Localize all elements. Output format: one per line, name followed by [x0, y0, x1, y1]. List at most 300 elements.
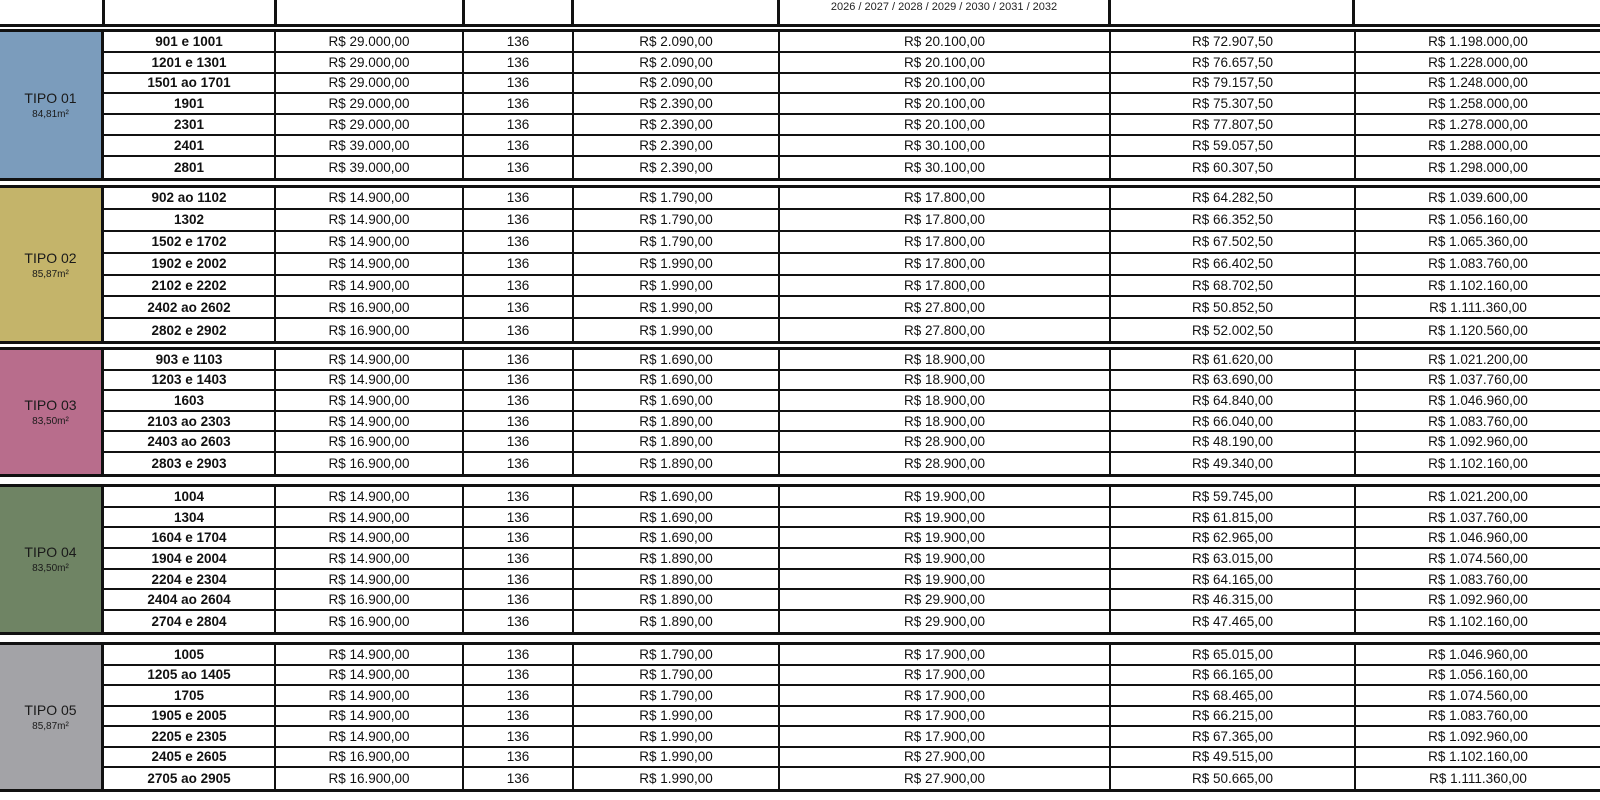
type-area: 85,87m²: [32, 268, 69, 280]
cell-parcelas: 136: [464, 748, 574, 767]
unit-type-group: [0, 350, 1600, 474]
cell-parcelas: 136: [464, 412, 574, 431]
cell-anual: R$ 18.900,00: [780, 371, 1111, 390]
cell-mensal: R$ 2.390,00: [574, 157, 780, 178]
cell-entrada: R$ 14.900,00: [276, 707, 464, 726]
cell-anual: R$ 30.100,00: [780, 136, 1111, 155]
cell-entrada: R$ 14.900,00: [276, 549, 464, 568]
table-row: [104, 74, 1600, 95]
cell-chaves: R$ 48.190,00: [1111, 432, 1356, 451]
cell-mensal: R$ 1.690,00: [574, 528, 780, 547]
cell-chaves: R$ 66.165,00: [1111, 666, 1356, 685]
cell-chaves: R$ 47.465,00: [1111, 611, 1356, 632]
cell-parcelas: 136: [464, 645, 574, 664]
type-label-cell: [0, 350, 104, 474]
cell-mensal: R$ 1.790,00: [574, 210, 780, 230]
cell-mensal: R$ 1.890,00: [574, 590, 780, 609]
cell-parcelas: 136: [464, 276, 574, 296]
cell-chaves: R$ 52.002,50: [1111, 319, 1356, 341]
type-name: TIPO 01: [24, 89, 77, 106]
group-rows: [104, 350, 1600, 474]
cell-anual: R$ 20.100,00: [780, 32, 1111, 51]
cell-parcelas: 136: [464, 707, 574, 726]
table-row: [104, 707, 1600, 728]
cell-anual: R$ 19.900,00: [780, 570, 1111, 589]
cell-anual: R$ 17.800,00: [780, 232, 1111, 252]
cell-parcelas: 136: [464, 432, 574, 451]
cell-total: R$ 1.102.160,00: [1428, 455, 1528, 471]
cell-entrada: R$ 14.900,00: [276, 528, 464, 547]
cell-parcelas: 136: [464, 727, 574, 746]
header-divider: [102, 0, 105, 26]
cell-total: R$ 1.198.000,00: [1428, 33, 1528, 49]
installment-years-label: 2026 / 2027 / 2028 / 2029 / 2030 / 2031 / 2032: [830, 1, 1058, 13]
cell-parcelas: 136: [464, 136, 574, 155]
cell-mensal: R$ 1.790,00: [574, 666, 780, 685]
cell-unit: 2204 e 2304: [104, 570, 276, 589]
cell-mensal: R$ 1.990,00: [574, 319, 780, 341]
cell-unit: 1205 ao 1405: [104, 666, 276, 685]
cell-mensal: R$ 1.890,00: [574, 453, 780, 474]
cell-total: R$ 1.083.760,00: [1428, 256, 1528, 272]
cell-entrada: R$ 16.900,00: [276, 748, 464, 767]
cell-anual: R$ 17.800,00: [780, 188, 1111, 208]
cell-parcelas: 136: [464, 371, 574, 390]
cell-total: R$ 1.111.360,00: [1429, 770, 1527, 786]
cell-anual: R$ 17.800,00: [780, 210, 1111, 230]
cell-anual: R$ 20.100,00: [780, 53, 1111, 72]
cell-unit: 2301: [104, 115, 276, 134]
type-name: TIPO 04: [24, 544, 77, 561]
cell-anual: R$ 27.900,00: [780, 768, 1111, 789]
table-row: [104, 748, 1600, 769]
cell-parcelas: 136: [464, 453, 574, 474]
table-row: [104, 276, 1600, 298]
cell-mensal: R$ 2.390,00: [574, 136, 780, 155]
table-row: [104, 528, 1600, 549]
table-row: [104, 412, 1600, 433]
cell-anual: R$ 17.900,00: [780, 645, 1111, 664]
cell-parcelas: 136: [464, 115, 574, 134]
cell-chaves: R$ 67.502,50: [1111, 232, 1356, 252]
cell-parcelas: 136: [464, 53, 574, 72]
cell-mensal: R$ 1.690,00: [574, 371, 780, 390]
table-row: [104, 453, 1600, 474]
cell-total: R$ 1.046.960,00: [1428, 392, 1528, 408]
cell-entrada: R$ 29.000,00: [276, 74, 464, 93]
cell-parcelas: 136: [464, 74, 574, 93]
table-row: [104, 350, 1600, 371]
table-row: [104, 210, 1600, 232]
cell-total: R$ 1.228.000,00: [1428, 54, 1528, 70]
cell-anual: R$ 29.900,00: [780, 611, 1111, 632]
cell-total: R$ 1.258.000,00: [1428, 96, 1528, 112]
cell-entrada: R$ 16.900,00: [276, 768, 464, 789]
cell-total: R$ 1.021.200,00: [1428, 351, 1528, 367]
cell-unit: 1005: [104, 645, 276, 664]
type-area: 83,50m²: [32, 415, 69, 427]
cell-entrada: R$ 14.900,00: [276, 371, 464, 390]
cell-unit: 903 e 1103: [104, 350, 276, 369]
cell-chaves: R$ 65.015,00: [1111, 645, 1356, 664]
cell-anual: R$ 18.900,00: [780, 391, 1111, 410]
cell-mensal: R$ 1.990,00: [574, 297, 780, 317]
cell-entrada: R$ 16.900,00: [276, 611, 464, 632]
table-row: [104, 570, 1600, 591]
cell-entrada: R$ 14.900,00: [276, 391, 464, 410]
cell-anual: R$ 19.900,00: [780, 508, 1111, 527]
cell-unit: 902 ao 1102: [104, 188, 276, 208]
cell-total: R$ 1.056.160,00: [1428, 212, 1528, 228]
cell-unit: 901 e 1001: [104, 32, 276, 51]
cell-anual: R$ 28.900,00: [780, 453, 1111, 474]
table-row: [104, 136, 1600, 157]
cell-mensal: R$ 1.890,00: [574, 432, 780, 451]
cell-chaves: R$ 63.015,00: [1111, 549, 1356, 568]
table-row: [104, 432, 1600, 453]
header-divider: [274, 0, 277, 26]
cell-total: R$ 1.039.600,00: [1428, 190, 1528, 206]
cell-entrada: R$ 16.900,00: [276, 590, 464, 609]
table-row: [104, 32, 1600, 53]
group-rows: [104, 32, 1600, 178]
cell-entrada: R$ 14.900,00: [276, 232, 464, 252]
cell-anual: R$ 28.900,00: [780, 432, 1111, 451]
cell-mensal: R$ 1.690,00: [574, 487, 780, 506]
cell-mensal: R$ 2.090,00: [574, 74, 780, 93]
cell-chaves: R$ 67.365,00: [1111, 727, 1356, 746]
cell-chaves: R$ 60.307,50: [1111, 157, 1356, 178]
cell-anual: R$ 29.900,00: [780, 590, 1111, 609]
cell-unit: 2403 ao 2603: [104, 432, 276, 451]
table-row: [104, 53, 1600, 74]
cell-chaves: R$ 49.515,00: [1111, 748, 1356, 767]
cell-parcelas: 136: [464, 232, 574, 252]
cell-unit: 1603: [104, 391, 276, 410]
cell-chaves: R$ 50.665,00: [1111, 768, 1356, 789]
cell-anual: R$ 27.800,00: [780, 297, 1111, 317]
type-label-cell: [0, 487, 104, 632]
cell-chaves: R$ 64.282,50: [1111, 188, 1356, 208]
cell-total: R$ 1.288.000,00: [1428, 137, 1528, 153]
table-row: [104, 232, 1600, 254]
cell-parcelas: 136: [464, 350, 574, 369]
cell-anual: R$ 17.900,00: [780, 707, 1111, 726]
cell-chaves: R$ 62.965,00: [1111, 528, 1356, 547]
cell-parcelas: 136: [464, 611, 574, 632]
group-rows: [104, 487, 1600, 632]
cell-chaves: R$ 61.815,00: [1111, 508, 1356, 527]
cell-total: R$ 1.056.160,00: [1428, 667, 1528, 683]
cell-total: R$ 1.248.000,00: [1428, 75, 1528, 91]
cell-unit: 1901: [104, 94, 276, 113]
cell-mensal: R$ 1.690,00: [574, 391, 780, 410]
cell-total: R$ 1.092.960,00: [1428, 434, 1528, 450]
cell-parcelas: 136: [464, 391, 574, 410]
cell-anual: R$ 19.900,00: [780, 487, 1111, 506]
table-row: [104, 590, 1600, 611]
unit-type-group: [0, 32, 1600, 178]
type-name: TIPO 03: [24, 396, 77, 413]
cell-anual: R$ 30.100,00: [780, 157, 1111, 178]
cell-parcelas: 136: [464, 94, 574, 113]
cell-unit: 1902 e 2002: [104, 254, 276, 274]
cell-unit: 1705: [104, 686, 276, 705]
cell-parcelas: 136: [464, 254, 574, 274]
cell-unit: 2205 e 2305: [104, 727, 276, 746]
type-name: TIPO 05: [24, 701, 77, 718]
cell-anual: R$ 17.900,00: [780, 727, 1111, 746]
group-bottom-rule: [0, 341, 1600, 344]
cell-total: R$ 1.083.760,00: [1428, 413, 1528, 429]
cell-chaves: R$ 59.745,00: [1111, 487, 1356, 506]
table-row: [104, 115, 1600, 136]
cell-parcelas: 136: [464, 666, 574, 685]
cell-parcelas: 136: [464, 570, 574, 589]
table-row: [104, 297, 1600, 319]
cell-chaves: R$ 66.215,00: [1111, 707, 1356, 726]
cell-entrada: R$ 29.000,00: [276, 53, 464, 72]
cell-unit: 2401: [104, 136, 276, 155]
cell-parcelas: 136: [464, 508, 574, 527]
group-bottom-rule: [0, 632, 1600, 635]
cell-mensal: R$ 1.790,00: [574, 188, 780, 208]
type-label-cell: [0, 645, 104, 789]
cell-anual: R$ 18.900,00: [780, 412, 1111, 431]
cell-parcelas: 136: [464, 768, 574, 789]
cell-mensal: R$ 2.090,00: [574, 32, 780, 51]
cell-total: R$ 1.278.000,00: [1428, 117, 1528, 133]
cell-mensal: R$ 2.090,00: [574, 53, 780, 72]
cell-chaves: R$ 59.057,50: [1111, 136, 1356, 155]
header-rule: [0, 24, 1600, 27]
cell-chaves: R$ 68.702,50: [1111, 276, 1356, 296]
table-row: [104, 188, 1600, 210]
cell-chaves: R$ 66.402,50: [1111, 254, 1356, 274]
cell-total: R$ 1.120.560,00: [1428, 322, 1528, 338]
cell-mensal: R$ 1.790,00: [574, 232, 780, 252]
cell-chaves: R$ 66.352,50: [1111, 210, 1356, 230]
table-row: [104, 727, 1600, 748]
cell-total: R$ 1.102.160,00: [1428, 613, 1528, 629]
cell-chaves: R$ 64.840,00: [1111, 391, 1356, 410]
cell-chaves: R$ 61.620,00: [1111, 350, 1356, 369]
cell-total: R$ 1.102.160,00: [1428, 749, 1528, 765]
unit-type-group: [0, 645, 1600, 789]
cell-entrada: R$ 14.900,00: [276, 727, 464, 746]
table-row: [104, 254, 1600, 276]
cell-chaves: R$ 50.852,50: [1111, 297, 1356, 317]
cell-total: R$ 1.037.760,00: [1428, 372, 1528, 388]
cell-anual: R$ 17.900,00: [780, 686, 1111, 705]
cell-anual: R$ 20.100,00: [780, 115, 1111, 134]
cell-anual: R$ 19.900,00: [780, 549, 1111, 568]
cell-mensal: R$ 1.890,00: [574, 412, 780, 431]
table-row: [104, 549, 1600, 570]
cell-entrada: R$ 29.000,00: [276, 32, 464, 51]
cell-total: R$ 1.021.200,00: [1428, 488, 1528, 504]
cell-entrada: R$ 14.900,00: [276, 508, 464, 527]
type-label-cell: [0, 188, 104, 341]
cell-chaves: R$ 49.340,00: [1111, 453, 1356, 474]
cell-entrada: R$ 14.900,00: [276, 570, 464, 589]
cell-parcelas: 136: [464, 32, 574, 51]
cell-entrada: R$ 14.900,00: [276, 666, 464, 685]
cell-mensal: R$ 1.990,00: [574, 276, 780, 296]
header-divider: [1352, 0, 1355, 26]
cell-unit: 2802 e 2902: [104, 319, 276, 341]
cell-entrada: R$ 14.900,00: [276, 645, 464, 664]
cell-entrada: R$ 14.900,00: [276, 686, 464, 705]
cell-total: R$ 1.111.360,00: [1429, 299, 1527, 315]
cell-total: R$ 1.065.360,00: [1428, 234, 1528, 250]
cell-entrada: R$ 14.900,00: [276, 412, 464, 431]
cell-unit: 2103 ao 2303: [104, 412, 276, 431]
table-row: [104, 371, 1600, 392]
cell-mensal: R$ 1.690,00: [574, 508, 780, 527]
cell-unit: 1905 e 2005: [104, 707, 276, 726]
cell-parcelas: 136: [464, 487, 574, 506]
cell-anual: R$ 27.800,00: [780, 319, 1111, 341]
cell-unit: 1302: [104, 210, 276, 230]
cell-unit: 2704 e 2804: [104, 611, 276, 632]
cell-unit: 2803 e 2903: [104, 453, 276, 474]
table-header: [0, 0, 1600, 26]
cell-entrada: R$ 14.900,00: [276, 254, 464, 274]
cell-anual: R$ 17.800,00: [780, 254, 1111, 274]
cell-unit: 1904 e 2004: [104, 549, 276, 568]
cell-anual: R$ 17.800,00: [780, 276, 1111, 296]
cell-chaves: R$ 64.165,00: [1111, 570, 1356, 589]
cell-total: R$ 1.083.760,00: [1428, 708, 1528, 724]
cell-unit: 2102 e 2202: [104, 276, 276, 296]
cell-entrada: R$ 16.900,00: [276, 319, 464, 341]
cell-total: R$ 1.074.560,00: [1428, 687, 1528, 703]
cell-mensal: R$ 1.990,00: [574, 707, 780, 726]
cell-parcelas: 136: [464, 319, 574, 341]
group-rows: [104, 645, 1600, 789]
cell-total: R$ 1.046.960,00: [1428, 646, 1528, 662]
cell-unit: 2801: [104, 157, 276, 178]
table-row: [104, 611, 1600, 632]
group-bottom-rule: [0, 178, 1600, 181]
cell-anual: R$ 18.900,00: [780, 350, 1111, 369]
header-divider: [571, 0, 574, 26]
group-bottom-rule: [0, 789, 1600, 792]
cell-entrada: R$ 29.000,00: [276, 94, 464, 113]
table-row: [104, 157, 1600, 178]
unit-type-group: [0, 487, 1600, 632]
cell-mensal: R$ 1.890,00: [574, 549, 780, 568]
group-rows: [104, 188, 1600, 341]
cell-total: R$ 1.083.760,00: [1428, 571, 1528, 587]
cell-chaves: R$ 63.690,00: [1111, 371, 1356, 390]
cell-chaves: R$ 68.465,00: [1111, 686, 1356, 705]
cell-unit: 1004: [104, 487, 276, 506]
cell-parcelas: 136: [464, 188, 574, 208]
type-name: TIPO 02: [24, 249, 77, 266]
cell-unit: 1604 e 1704: [104, 528, 276, 547]
cell-entrada: R$ 16.900,00: [276, 453, 464, 474]
cell-parcelas: 136: [464, 210, 574, 230]
cell-unit: 2404 ao 2604: [104, 590, 276, 609]
cell-mensal: R$ 1.990,00: [574, 768, 780, 789]
cell-anual: R$ 17.900,00: [780, 666, 1111, 685]
cell-total: R$ 1.102.160,00: [1428, 278, 1528, 293]
cell-entrada: R$ 14.900,00: [276, 350, 464, 369]
cell-unit: 2402 ao 2602: [104, 297, 276, 317]
table-row: [104, 391, 1600, 412]
cell-mensal: R$ 2.390,00: [574, 115, 780, 134]
cell-entrada: R$ 39.000,00: [276, 136, 464, 155]
cell-total: R$ 1.092.960,00: [1428, 728, 1528, 744]
table-row: [104, 686, 1600, 707]
type-area: 85,87m²: [32, 720, 69, 732]
cell-chaves: R$ 72.907,50: [1111, 32, 1356, 51]
cell-parcelas: 136: [464, 590, 574, 609]
cell-parcelas: 136: [464, 549, 574, 568]
cell-mensal: R$ 1.990,00: [574, 254, 780, 274]
cell-entrada: R$ 39.000,00: [276, 157, 464, 178]
cell-anual: R$ 27.900,00: [780, 748, 1111, 767]
cell-anual: R$ 20.100,00: [780, 74, 1111, 93]
cell-total: R$ 1.074.560,00: [1428, 550, 1528, 566]
cell-unit: 1203 e 1403: [104, 371, 276, 390]
cell-total: R$ 1.298.000,00: [1428, 159, 1528, 175]
cell-chaves: R$ 76.657,50: [1111, 53, 1356, 72]
cell-unit: 1201 e 1301: [104, 53, 276, 72]
header-divider: [462, 0, 465, 26]
cell-parcelas: 136: [464, 157, 574, 178]
cell-entrada: R$ 14.900,00: [276, 210, 464, 230]
cell-mensal: R$ 1.890,00: [574, 611, 780, 632]
cell-anual: R$ 19.900,00: [780, 528, 1111, 547]
unit-type-group: [0, 188, 1600, 341]
table-row: [104, 666, 1600, 687]
cell-total: R$ 1.046.960,00: [1428, 530, 1528, 546]
table-row: [104, 94, 1600, 115]
table-row: [104, 645, 1600, 666]
cell-entrada: R$ 14.900,00: [276, 276, 464, 296]
cell-mensal: R$ 1.790,00: [574, 645, 780, 664]
cell-entrada: R$ 29.000,00: [276, 115, 464, 134]
table-row: [104, 487, 1600, 508]
cell-chaves: R$ 66.040,00: [1111, 412, 1356, 431]
cell-mensal: R$ 1.690,00: [574, 350, 780, 369]
cell-entrada: R$ 16.900,00: [276, 297, 464, 317]
cell-unit: 2705 ao 2905: [104, 768, 276, 789]
table-row: [104, 768, 1600, 789]
cell-unit: 1501 ao 1701: [104, 74, 276, 93]
cell-entrada: R$ 14.900,00: [276, 487, 464, 506]
cell-chaves: R$ 46.315,00: [1111, 590, 1356, 609]
cell-total: R$ 1.092.960,00: [1428, 592, 1528, 608]
cell-entrada: R$ 14.900,00: [276, 188, 464, 208]
cell-unit: 1502 e 1702: [104, 232, 276, 252]
cell-mensal: R$ 1.990,00: [574, 748, 780, 767]
group-bottom-rule: [0, 474, 1600, 477]
cell-entrada: R$ 16.900,00: [276, 432, 464, 451]
cell-anual: R$ 20.100,00: [780, 94, 1111, 113]
cell-mensal: R$ 1.890,00: [574, 570, 780, 589]
type-area: 84,81m²: [32, 108, 69, 120]
table-row: [104, 508, 1600, 529]
cell-chaves: R$ 75.307,50: [1111, 94, 1356, 113]
cell-unit: 2405 e 2605: [104, 748, 276, 767]
header-divider: [1108, 0, 1111, 26]
cell-mensal: R$ 1.990,00: [574, 727, 780, 746]
type-area: 83,50m²: [32, 563, 69, 575]
